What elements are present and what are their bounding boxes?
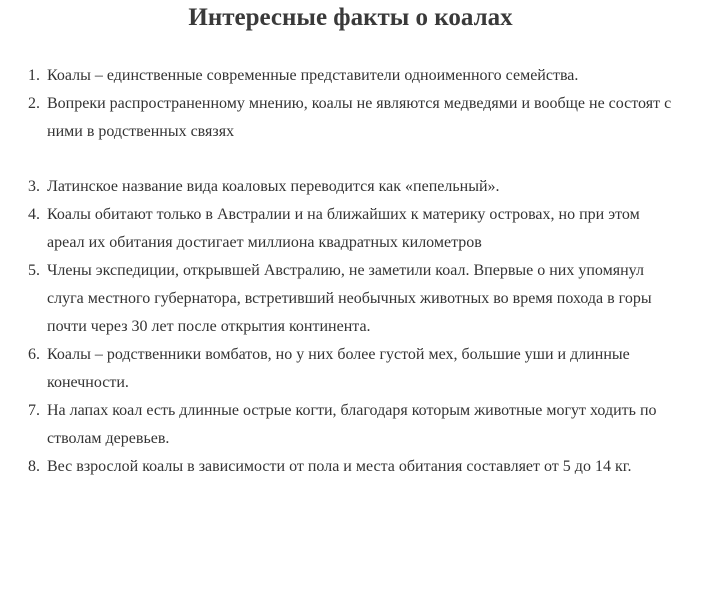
fact-item-1 <box>0 62 680 90</box>
fact-text: Вес взрослой коалы в зависимости от пола и места обитания составляет от 5 до 14 кг. <box>47 458 632 475</box>
fact-text: Коалы – единственные современные представители одноименного семейства. <box>47 67 579 84</box>
fact-item-7 <box>0 397 680 453</box>
fact-text: Коалы обитают только в Австралии и на ближайших к материку островах, но при этом ареал их обитания достигает миллиона квадратных километров <box>47 206 640 251</box>
fact-text: Вопреки распространенному мнению, коалы не являются медведями и вообще не состоят с ними в родственных связях <box>47 95 672 140</box>
facts-list <box>0 62 680 481</box>
fact-item-2 <box>0 90 680 146</box>
fact-text: Латинское название вида коаловых переводится как «пепельный». <box>47 178 500 195</box>
fact-text: Коалы – родственники вомбатов, но у них более густой мех, большие уши и длинные конечности. <box>47 346 630 391</box>
fact-number: 2. <box>28 95 40 112</box>
fact-item-4 <box>0 201 680 257</box>
fact-item-6 <box>0 341 680 397</box>
fact-number: 5. <box>28 262 40 279</box>
fact-number: 3. <box>28 178 40 195</box>
page-title: Интересные факты о коалах <box>188 4 513 31</box>
fact-text: На лапах коал есть длинные острые когти, благодаря которым животные могут ходить по стволам деревьев. <box>47 402 657 447</box>
fact-number: 1. <box>28 67 40 84</box>
fact-number: 8. <box>28 458 40 475</box>
fact-number: 6. <box>28 346 40 363</box>
fact-text: Члены экспедиции, открывшей Австралию, не заметили коал. Впервые о них упомянул слуга местного губернатора, встретивший необычных животных во время похода в горы почти через 30 лет после открытия континента. <box>47 262 652 335</box>
fact-number: 7. <box>28 402 40 419</box>
fact-item-3 <box>0 173 680 201</box>
fact-item-8 <box>0 453 680 481</box>
fact-item-5 <box>0 257 680 341</box>
fact-number: 4. <box>28 206 40 223</box>
